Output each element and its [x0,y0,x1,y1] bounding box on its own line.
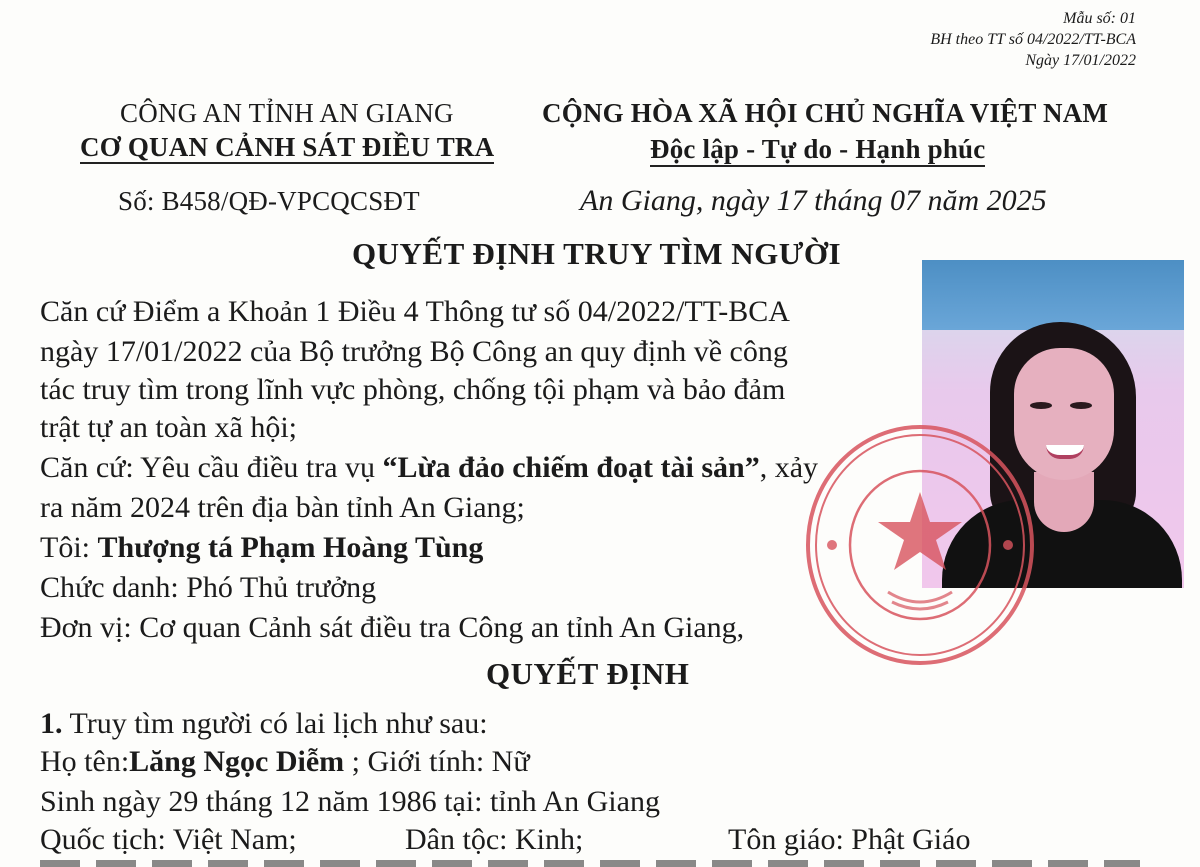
form-note [930,8,1136,71]
person-birth: Sinh ngày 29 tháng 12 năm 1986 tại: tỉnh An Giang [40,785,660,818]
document-title: QUYẾT ĐỊNH TRUY TÌM NGƯỜI [352,236,842,271]
basis-line5-prefix: Căn cứ: Yêu cầu điều tra vụ [40,451,383,484]
person-name-line [40,744,530,780]
national-line1: CỘNG HÒA XÃ HỘI CHỦ NGHĨA VIỆT NAM [542,98,1109,128]
person-nationality: Quốc tịch: Việt Nam; [40,823,297,856]
agency-line2 [80,132,494,163]
officer-line [40,530,483,566]
case-name: “Lừa đảo chiếm đoạt tài sản” [382,451,760,484]
person-religion: Tôn giáo: Phật Giáo [728,823,971,856]
form-note-line2: BH theo TT số 04/2022/TT-BCA [930,31,1136,48]
portrait-photo [922,260,1184,588]
cut-off-line [40,860,1140,867]
person-gender: ; Giới tính: Nữ [344,745,530,778]
basis-line4: trật tự an toàn xã hội; [40,411,298,444]
basis-line2: ngày 17/01/2022 của Bộ trưởng Bộ Công an quy định về công [40,335,788,368]
officer-name: Thượng tá Phạm Hoàng Tùng [97,531,484,564]
decision-heading: QUYẾT ĐỊNH [486,656,690,691]
person-intro-text: Truy tìm người có lai lịch như sau: [62,707,488,740]
basis-line6: ra năm 2024 trên địa bàn tỉnh An Giang; [40,491,525,524]
agency-line1: CÔNG AN TỈNH AN GIANG [120,98,454,128]
doc-number: Số: B458/QĐ-VPCQCSĐT [118,186,420,216]
name-label: Họ tên: [40,745,130,778]
officer-prefix: Tôi: [40,531,98,564]
basis-line3: tác truy tìm trong lĩnh vực phòng, chống tội phạm và bảo đảm [40,373,786,406]
place-date: An Giang, ngày 17 tháng 07 năm 2025 [580,184,1047,217]
agency-line2-text: CƠ QUAN CẢNH SÁT ĐIỀU TRA [80,132,495,162]
basis-line5-suffix: , xảy [759,451,819,484]
officer-title: Chức danh: Phó Thủ trưởng [40,571,377,604]
person-ethnicity: Dân tộc: Kinh; [405,823,584,856]
form-note-line1: Mẫu số: 01 [1063,10,1136,27]
national-motto: Độc lập - Tự do - Hạnh phúc [650,134,985,167]
officer-unit: Đơn vị: Cơ quan Cảnh sát điều tra Công an tỉnh An Giang, [40,611,745,644]
item-number: 1. [40,707,63,740]
form-note-line3: Ngày 17/01/2022 [1025,52,1136,69]
basis-line1: Căn cứ Điểm a Khoản 1 Điều 4 Thông tư số 04/2022/TT-BCA [40,295,790,328]
person-intro [40,706,488,742]
basis-line5 [40,450,818,486]
person-name: Lăng Ngọc Diễm [129,745,345,778]
